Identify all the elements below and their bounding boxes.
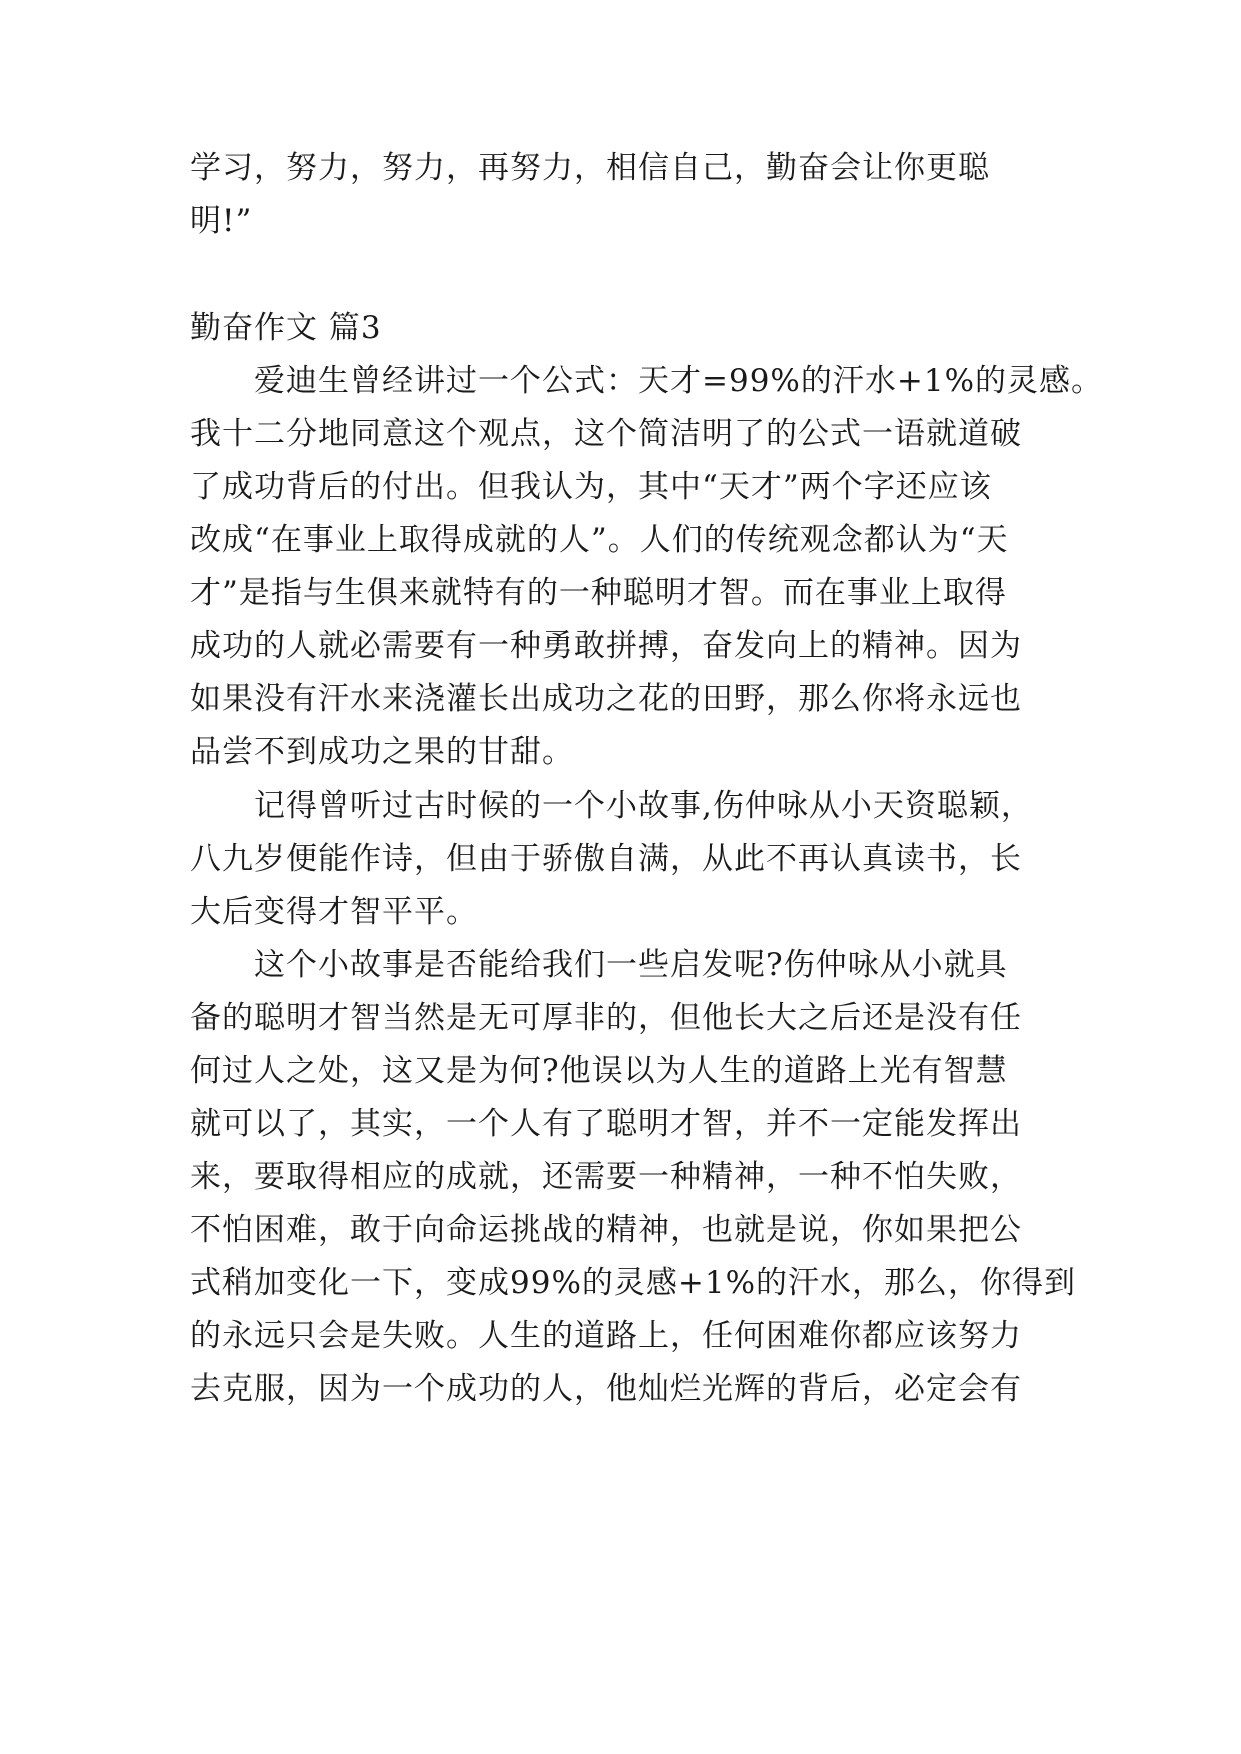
text-line: 明!” [190,203,253,239]
text-line: 的永远只会是失败。人生的道路上，任何困难你都应该努力 [190,1318,1022,1354]
text-line: 学习，努力，努力，再努力，相信自己，勤奋会让你更聪 [190,150,990,186]
text-line: 了成功背后的付出。但我认为，其中“天才”两个字还应该 [190,469,992,505]
text-line: 去克服，因为一个成功的人，他灿烂光辉的背后，必定会有 [190,1371,1022,1407]
text-line: 就可以了，其实，一个人有了聪明才智，并不一定能发挥出 [190,1106,1022,1142]
text-line: 备的聪明才智当然是无可厚非的，但他长大之后还是没有任 [190,1000,1022,1036]
text-line: 大后变得才智平平。 [190,894,478,930]
text-line: 八九岁便能作诗，但由于骄傲自满，从此不再认真读书，长 [190,841,1022,877]
text-line: 来，要取得相应的成就，还需要一种精神，一种不怕失败， [190,1159,1022,1195]
text-line: 成功的人就必需要有一种勇敢拼搏，奋发向上的精神。因为 [190,628,1022,664]
paragraph-first-line: 这个小故事是否能给我们一些启发呢?伤仲咏从小就具 [254,947,1008,983]
text-line: 改成“在事业上取得成就的人”。人们的传统观念都认为“天 [190,522,1009,558]
paragraph-first-line: 记得曾听过古时候的一个小故事,伤仲咏从小天资聪颖， [254,788,1033,824]
text-line: 我十二分地同意这个观点，这个简洁明了的公式一语就道破 [190,416,1022,452]
paragraph-first-line: 爱迪生曾经讲过一个公式：天才=99%的汗水+1%的灵感。 [254,363,1104,399]
text-line: 何过人之处，这又是为何?他误以为人生的道路上光有智慧 [190,1053,1008,1089]
text-line: 式稍加变化一下，变成99%的灵感+1%的汗水，那么，你得到 [190,1265,1077,1301]
text-line: 如果没有汗水来浇灌长出成功之花的田野，那么你将永远也 [190,681,1022,717]
section-heading: 勤奋作文 篇3 [190,310,382,346]
text-line: 品尝不到成功之果的甘甜。 [190,734,574,770]
text-line: 才”是指与生俱来就特有的一种聪明才智。而在事业上取得 [190,575,1007,611]
text-line: 不怕困难，敢于向命运挑战的精神，也就是说，你如果把公 [190,1212,1022,1248]
